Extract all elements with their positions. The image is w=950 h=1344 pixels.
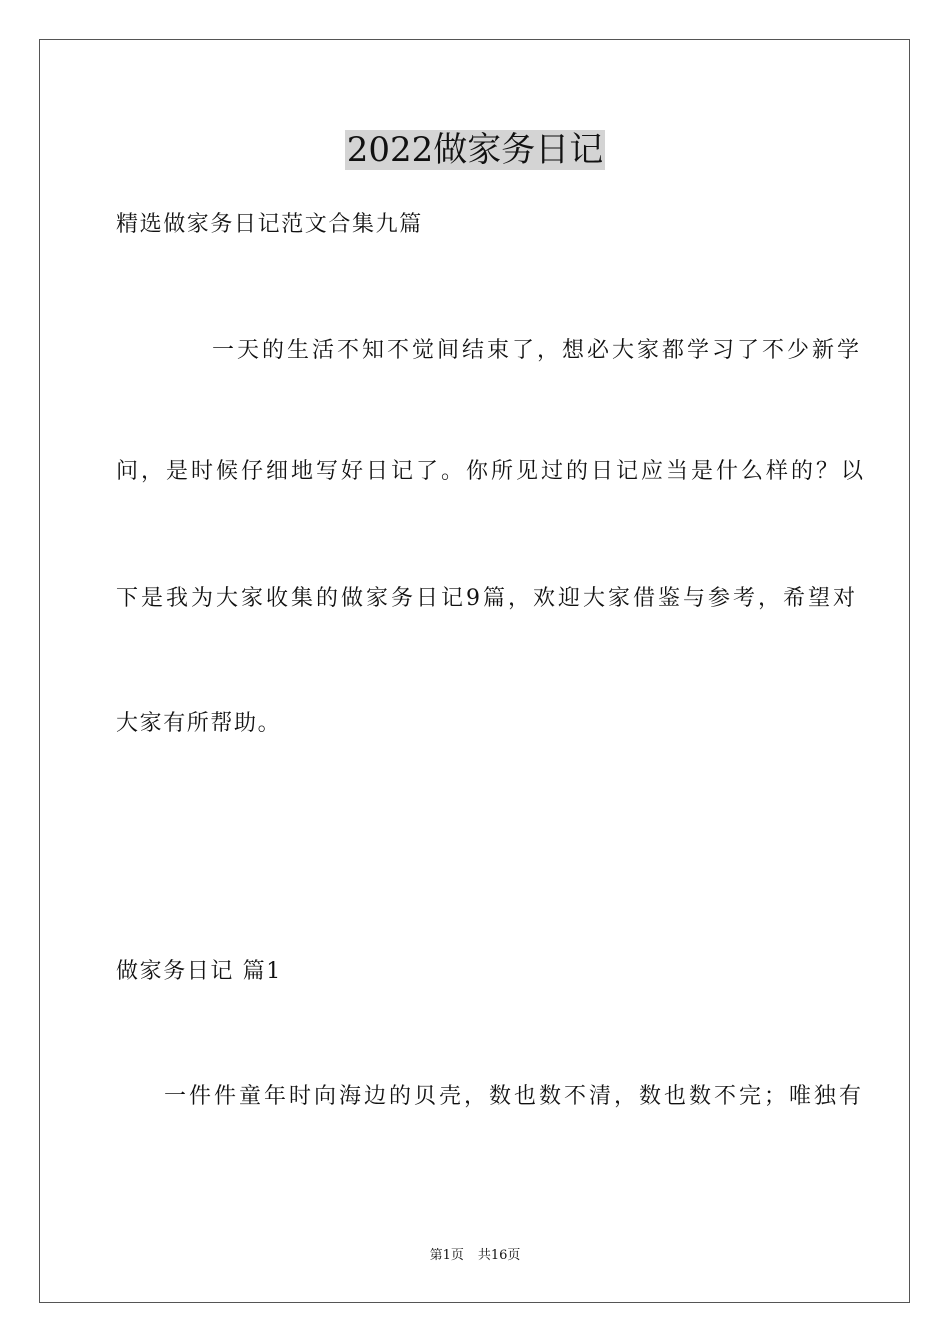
page-total: 共16页: [477, 1248, 521, 1263]
intro-line-4: 大家有所帮助。: [116, 711, 282, 736]
page-footer: [0, 1247, 950, 1265]
intro-line-1: 一天的生活不知不觉间结束了，想必大家都学习了不少新学: [212, 338, 863, 363]
section-line-1: 一件件童年时向海边的贝壳，数也数不清，数也数不完；唯独有: [164, 1084, 865, 1109]
section-heading: 做家务日记 篇1: [116, 959, 282, 984]
intro-line-3: 下是我为大家收集的做家务日记9篇，欢迎大家借鉴与参考，希望对: [116, 586, 858, 611]
page-number: 第1页: [429, 1248, 464, 1263]
document-title-text: 2022做家务日记: [346, 130, 604, 170]
document-subtitle: 精选做家务日记范文合集九篇: [116, 212, 423, 237]
intro-line-2: 问，是时候仔细地写好日记了。你所见过的日记应当是什么样的？以: [116, 459, 867, 484]
document-title: [0, 126, 950, 174]
